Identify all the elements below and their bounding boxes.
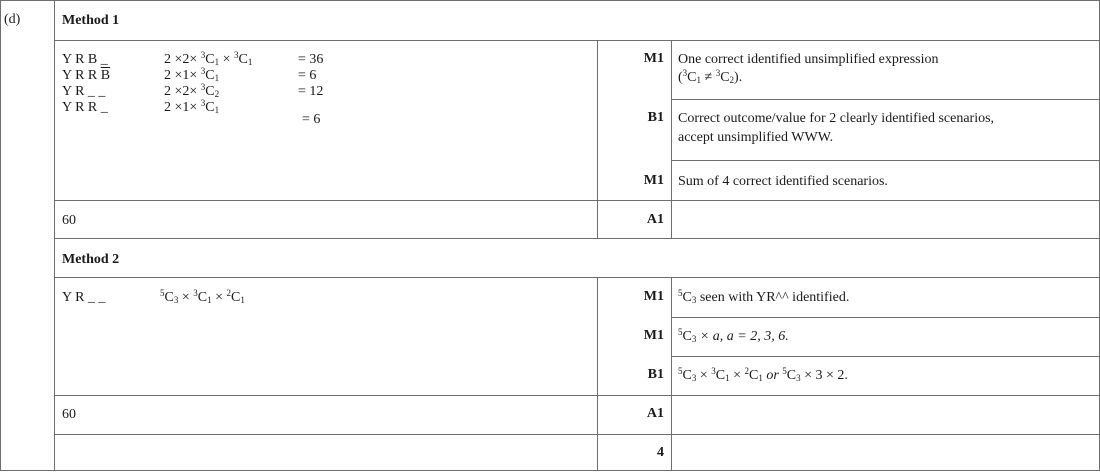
- value: = 12: [298, 84, 324, 99]
- rule: [597, 40, 598, 200]
- rule: [597, 277, 598, 471]
- value: = 6: [298, 68, 317, 83]
- mark-description: Correct outcome/value for 2 clearly identified scenarios,: [678, 111, 995, 126]
- mark-code: M1: [643, 289, 664, 304]
- mark-code: M1: [643, 328, 664, 343]
- scenario-label: Y R _ _: [62, 84, 106, 99]
- rule-top: [0, 0, 1100, 1]
- method2-answer: 60: [62, 407, 76, 422]
- mark-code: A1: [646, 212, 664, 227]
- rule: [671, 277, 672, 471]
- method1-heading: Method 1: [62, 13, 120, 28]
- rule: [671, 40, 672, 238]
- value: = 36: [298, 52, 324, 67]
- scenario-label: Y R R $\overline{B}$: [62, 68, 111, 83]
- mark-code: M1: [643, 173, 664, 188]
- rule: [672, 99, 1100, 100]
- rule-bottom: [0, 470, 1100, 471]
- rule: [55, 238, 1100, 239]
- rule-left: [0, 0, 1, 471]
- scenario-label: Y R B _: [62, 52, 108, 67]
- rule: [55, 200, 1100, 201]
- mark-description: $(^3C_1 \ne ^3C_2)$.: [678, 68, 743, 85]
- rule: [672, 356, 1100, 357]
- rule: [54, 0, 55, 471]
- mark-description: accept unsimplified WWW.: [678, 130, 834, 145]
- rule: [672, 317, 1100, 318]
- rule: [55, 277, 1100, 278]
- calculation: $2 \times 2\times ^3C_2$: [164, 82, 220, 99]
- scenario-label: Y R R _: [62, 100, 108, 115]
- calculation: $2 \times 1\times ^3C_1$: [164, 98, 220, 115]
- rule: [597, 200, 598, 238]
- rule: [55, 395, 1100, 396]
- mark-description: One correct identified unsimplified expression: [678, 52, 939, 67]
- mark-description: Sum of 4 correct identified scenarios.: [678, 174, 888, 189]
- method2-heading: Method 2: [62, 252, 120, 267]
- mark-code: B1: [647, 367, 664, 382]
- method1-answer: 60: [62, 213, 76, 228]
- mark-description: $^5C_3 \times ^3C_1 \times ^2C_1$ or $^5C_3 \times 3 \times 2$.: [678, 366, 848, 383]
- part-label: (d): [4, 12, 21, 27]
- mark-description: $^5C_3$ seen with YR^^ identified.: [678, 288, 850, 305]
- value: = 6: [302, 112, 321, 127]
- mark-code: B1: [647, 110, 664, 125]
- calculation: $2 \times 2\times ^3C_1 \times ^3C_1$: [164, 50, 253, 67]
- calculation: $2 \times 1\times ^3C_1$: [164, 66, 220, 83]
- calculation: $^5C_3 \times ^3C_1 \times ^2C_1$: [160, 288, 245, 305]
- total-marks: 4: [657, 445, 664, 460]
- rule: [55, 40, 1100, 41]
- rule: [672, 160, 1100, 161]
- mark-code: A1: [646, 406, 664, 421]
- rule: [55, 434, 1100, 435]
- mark-description: $^5C_3 \times a$, a = 2, 3, 6.: [678, 327, 789, 344]
- scenario-label: Y R _ _: [62, 290, 106, 305]
- mark-code: M1: [643, 51, 664, 66]
